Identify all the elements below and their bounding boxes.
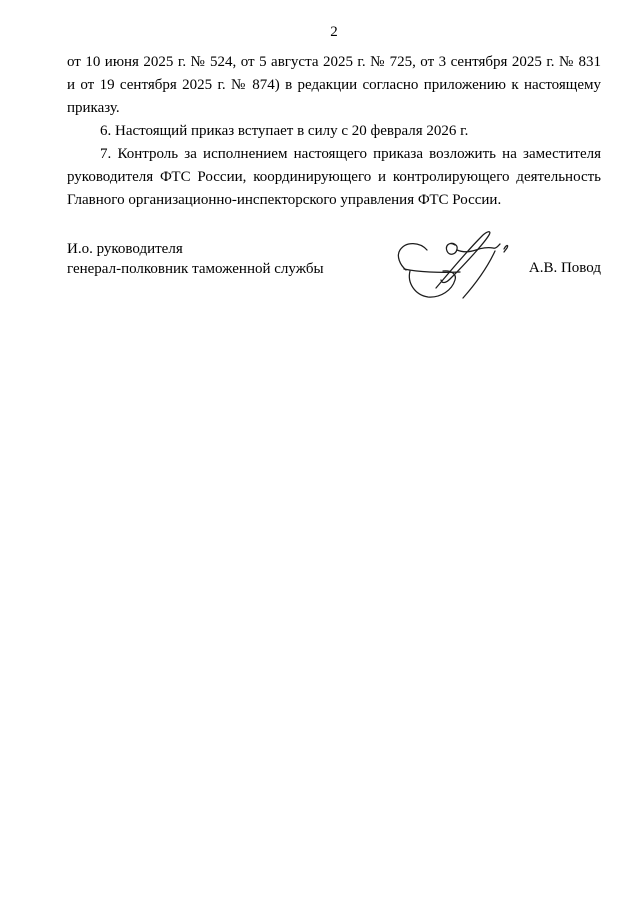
signatory-position	[67, 239, 601, 279]
paragraph-item-7	[67, 143, 601, 212]
body-line: и от 19 сентября 2025 г. № 874) в редакции согласно приложению к настоящему	[67, 77, 601, 93]
body-line: приказу.	[67, 100, 120, 116]
body-line: Главного организационно-инспекторского управления ФТС России.	[67, 192, 502, 208]
signatory-name: А.В. Повод	[528, 260, 601, 276]
signatory-position-line: И.о. руководителя	[67, 241, 183, 257]
body-line: 6. Настоящий приказ вступает в силу с 20 февраля 2026 г.	[100, 123, 469, 139]
document-body	[67, 51, 601, 212]
paragraph-item-6	[67, 120, 601, 143]
signatory-position-line: генерал-полковник таможенной службы	[67, 261, 324, 277]
body-line: руководителя ФТС России, координирующего и контролирующего деятельность	[67, 169, 601, 185]
body-line: 7. Контроль за исполнением настоящего приказа возложить на заместителя	[100, 146, 601, 162]
signature-block	[67, 239, 601, 319]
page-number: 2	[330, 24, 338, 40]
paragraph-continuation	[67, 51, 601, 120]
body-line: от 10 июня 2025 г. № 524, от 5 августа 2025 г. № 725, от 3 сентября 2025 г. № 831	[67, 54, 601, 70]
handwritten-signature-icon	[392, 228, 517, 306]
